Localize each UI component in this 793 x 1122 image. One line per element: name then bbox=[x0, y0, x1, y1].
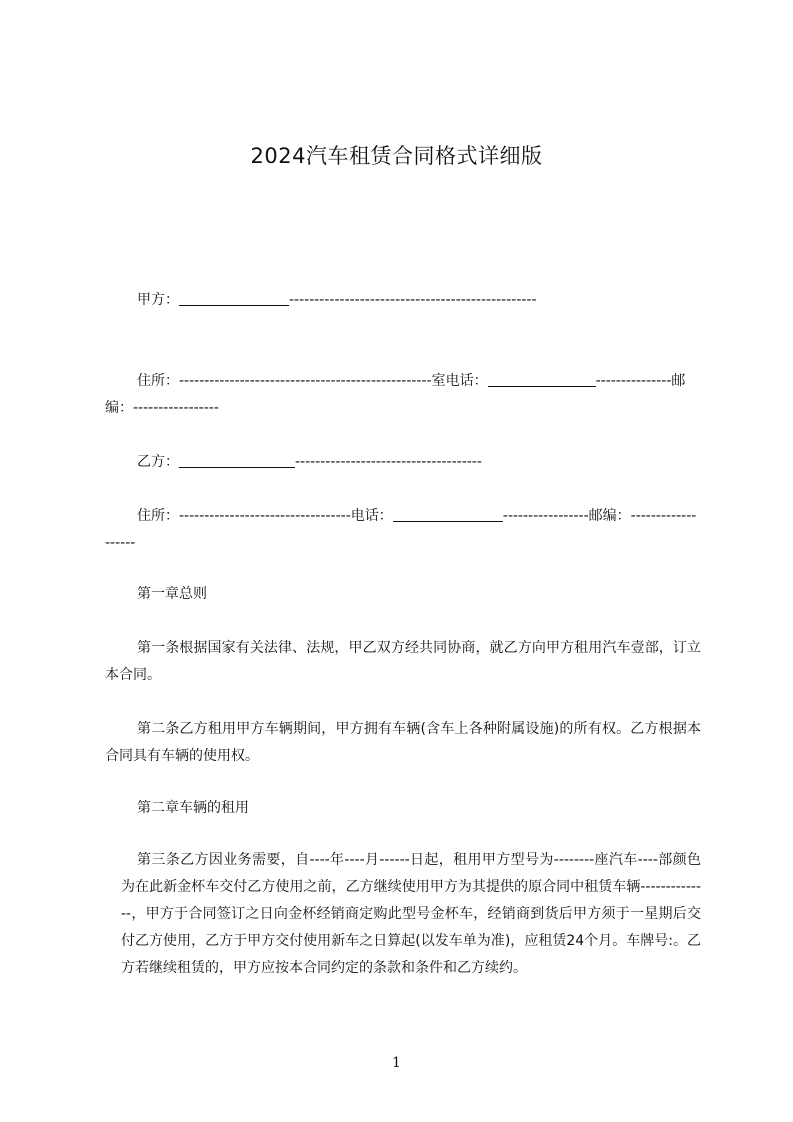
party-b-dashes: ------------------------------------- bbox=[295, 454, 482, 470]
party-a-postcode-dashes: ----------------- bbox=[133, 400, 219, 416]
document-title: 2024汽车租赁合同格式详细版 bbox=[250, 144, 543, 168]
party-b-name-blank bbox=[179, 452, 295, 468]
page-number: 1 bbox=[392, 1055, 401, 1071]
party-a-label: 甲方： bbox=[137, 292, 179, 308]
party-a-phone-dashes: --------------- bbox=[595, 373, 672, 389]
party-a-address-line bbox=[105, 368, 701, 422]
article-3: 第三条乙方因业务需要，自----年----月------日起，租用甲方型号为--------座汽车----部颜色为在此新金杯车交付乙方使用之前，乙方继续使用甲方为其提供的原合同中租赁车辆--------------，甲方于合同签订之日向金杯经销商定购此型号金杯车，经销商到货后甲方须于一星期后交付乙方使用，乙方于甲方交付使用新车之日算起(以发车单为准)，应租赁24个月。车牌号:。乙方若继续租赁的，甲方应按本合同约定的条款和条件和乙方续约。 bbox=[121, 852, 701, 976]
chapter-1-heading: 第一章总则 bbox=[137, 586, 207, 602]
party-b-postcode-dashes: ------------------- bbox=[105, 508, 697, 551]
party-b-line bbox=[105, 449, 701, 476]
party-a-phone-label: 室电话： bbox=[431, 373, 488, 389]
party-a-dashes: ------------------------------------------------- bbox=[289, 292, 537, 308]
party-a-line bbox=[105, 287, 701, 314]
article-1: 第一条根据国家有关法律、法规，甲乙双方经共同协商，就乙方向甲方租用汽车壹部，订立本合同。 bbox=[105, 640, 701, 683]
party-a-name-blank bbox=[179, 290, 289, 306]
party-b-phone-label: 电话： bbox=[350, 508, 393, 524]
party-b-address-line bbox=[105, 503, 701, 557]
party-a-postcode-label: 邮编： bbox=[105, 373, 686, 416]
article-2: 第二条乙方租用甲方车辆期间，甲方拥有车辆(含车上各种附属设施)的所有权。乙方根据本合同具有车辆的使用权。 bbox=[105, 721, 701, 764]
party-a-phone-blank bbox=[488, 371, 596, 387]
party-b-address-label: 住所： bbox=[137, 508, 179, 524]
chapter-2-heading: 第二章车辆的租用 bbox=[137, 800, 249, 816]
party-a-address-dashes: -------------------------------------------------- bbox=[179, 373, 432, 389]
party-b-address-dashes: ---------------------------------- bbox=[179, 508, 351, 524]
party-b-label: 乙方： bbox=[137, 454, 179, 470]
party-a-address-label: 住所： bbox=[137, 373, 179, 389]
party-b-postcode-label: 邮编： bbox=[588, 508, 631, 524]
party-b-phone-dashes: ----------------- bbox=[502, 508, 589, 524]
party-b-phone-blank bbox=[393, 506, 503, 522]
